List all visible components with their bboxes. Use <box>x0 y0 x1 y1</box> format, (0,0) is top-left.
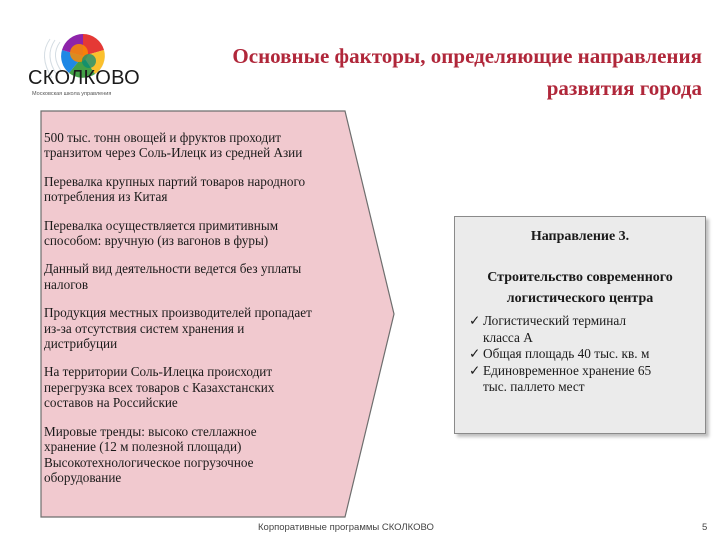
factor-line: перегрузка всех товаров с Казахстанских <box>44 379 275 395</box>
factor-item <box>44 130 364 161</box>
factor-item <box>44 305 364 351</box>
title-line-2: развития города <box>546 76 702 100</box>
direction-item-line: Логистический терминал <box>483 313 627 328</box>
direction-item-line: тыс. паллето мест <box>483 379 585 395</box>
factor-line: Перевалка осуществляется примитивным <box>44 217 279 233</box>
check-mark-icon: ✓ <box>469 362 481 378</box>
factor-line: хранение (12 м полезной площади) <box>44 439 242 455</box>
factor-line: транзитом через Соль-Илецк из средней Азии <box>44 145 303 161</box>
factor-line: Продукция местных производителей пропадает <box>44 305 312 321</box>
direction-box <box>454 216 706 434</box>
page-title <box>162 40 702 104</box>
factor-line: составов на Российские <box>44 395 178 411</box>
factor-line: дистрибуции <box>44 336 118 352</box>
direction-item-line: Единовременное хранение 65 <box>483 362 652 378</box>
direction-list-item <box>469 313 701 346</box>
factor-line: На территории Соль-Илецка происходит <box>44 364 273 380</box>
check-mark-icon: ✓ <box>469 313 481 328</box>
factor-line: 500 тыс. тонн овощей и фруктов проходит <box>44 130 282 145</box>
direction-subheading-line-2: логистического центра <box>506 291 654 306</box>
direction-list-item <box>469 363 701 396</box>
check-mark-icon: ✓ <box>469 346 481 362</box>
factor-line: из-за отсутствия систем хранения и <box>44 320 245 336</box>
factor-item <box>44 364 364 410</box>
direction-list <box>469 313 701 396</box>
factor-line: способом: вручную (из вагонов в фуры) <box>44 233 269 249</box>
factor-line: оборудование <box>44 469 122 485</box>
factor-item <box>44 424 364 486</box>
factor-line: Данный вид деятельности ведется без уплаты <box>44 261 302 277</box>
direction-item-line: класса А <box>483 329 533 345</box>
factor-item <box>44 174 364 205</box>
logo-wordmark: СКОЛКОВО <box>28 67 140 89</box>
factors-list <box>44 117 364 485</box>
direction-list-item <box>469 346 701 363</box>
factor-line: Высокотехнологическое погрузочное <box>44 454 254 470</box>
factor-item <box>44 218 364 249</box>
footer-text: Корпоративные программы СКОЛКОВО <box>258 522 434 533</box>
factor-line: налогов <box>44 276 89 292</box>
logo-tagline: Московская школа управления <box>32 91 112 97</box>
factor-line: потребления из Китая <box>44 189 168 205</box>
title-line-1: Основные факторы, определяющие направления <box>232 44 702 68</box>
direction-item-line: Общая площадь 40 тыс. кв. м <box>483 346 650 362</box>
factor-line: Перевалка крупных партий товаров народного <box>44 173 306 189</box>
factor-line: Мировые тренды: высоко стеллажное <box>44 423 257 439</box>
page-number: 5 <box>702 522 708 533</box>
direction-subheading-line-1: Строительство современного <box>487 270 673 285</box>
direction-subheading <box>455 267 705 309</box>
direction-heading: Направление 3. <box>530 229 630 244</box>
factor-item <box>44 261 364 292</box>
skolkovo-logo-icon <box>20 22 150 102</box>
